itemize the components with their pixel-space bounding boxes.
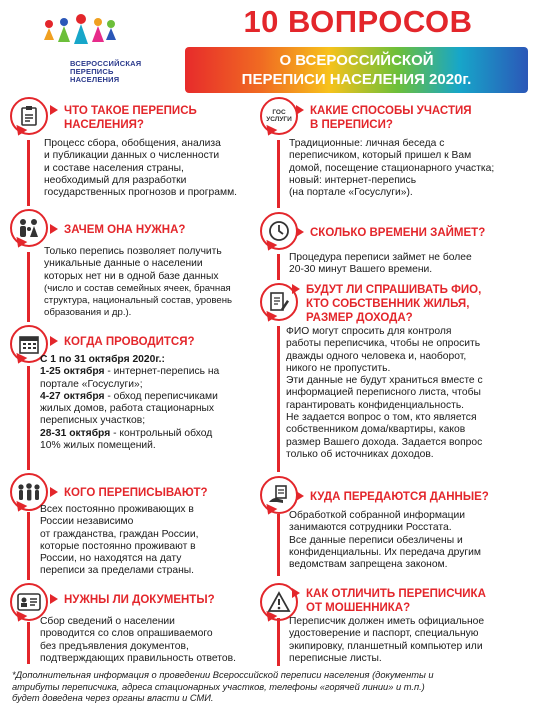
divider-bar xyxy=(277,514,280,576)
answer-when: С 1 по 31 октября 2020г.: 1-25 октября - интернет-перепись на портале «Госуслуги»; 4-27 октября - обход переписчиками жилых домов, работа стационарных переписных участков; 28-31 октября - контрольный обход 10% жилых помещений. xyxy=(40,354,220,452)
answer-where-data: Обработкой собранной информации занимаются сотрудники Росстата. Все данные переписи обезличены и конфиденциальны. Их передача другим ведомствам запрещена законом. xyxy=(289,510,481,571)
logo-line: НАСЕЛЕНИЯ xyxy=(70,75,120,84)
answer-who: Всех постоянно проживающих в России независимо от гражданства, граждан России, которые постоянно проживают в России, но находятся на дату переписи за пределами страны. xyxy=(40,504,199,577)
logo xyxy=(12,10,172,90)
question-ways: КАКИЕ СПОСОБЫ УЧАСТИЯ В ПЕРЕПИСИ? xyxy=(310,105,472,131)
divider-bar xyxy=(27,140,30,206)
page-title: 10 ВОПРОСОВ xyxy=(243,4,473,39)
clock-icon xyxy=(260,212,300,252)
logo-line: ПЕРЕПИСЬ xyxy=(70,67,114,76)
answer-fraud: Переписчик должен иметь официальное удостоверение и паспорт, специальную экипировку, планшетный компьютер или переписные листы. xyxy=(289,616,485,664)
divider-bar xyxy=(277,618,280,666)
clipboard-icon xyxy=(10,97,50,137)
logo-figures-icon xyxy=(34,10,124,58)
divider-bar xyxy=(277,140,280,208)
footnote: *Дополнительная информация о проведении Всероссийской переписи населения (документы и атрибуты переписчика, адреса стационарных участков, телефоны «горячей линии» и т.п.) будет доведена через органы власти и СМИ. xyxy=(12,670,434,703)
logo-line: ВСЕРОССИЙСКАЯ xyxy=(70,59,142,68)
question-what-is-census: ЧТО ТАКОЕ ПЕРЕПИСЬ НАСЕЛЕНИЯ? xyxy=(64,105,197,131)
question-when: КОГДА ПРОВОДИТСЯ? xyxy=(64,336,195,348)
question-who: КОГО ПЕРЕПИСЫВАЮТ? xyxy=(64,487,208,499)
question-where-data: КУДА ПЕРЕДАЮТСЯ ДАННЫЕ? xyxy=(310,491,489,503)
subtitle-line: О ВСЕРОССИЙСКОЙ xyxy=(279,52,434,69)
answer-what-is-census: Процесс сбора, обобщения, анализа и публикации данных о численности и составе населения страны, необходимый для разработки государственных прогнозов и программ. xyxy=(44,138,238,199)
divider-bar xyxy=(277,254,280,280)
family-icon xyxy=(10,209,50,249)
question-why-needed: ЗАЧЕМ ОНА НУЖНА? xyxy=(64,224,186,236)
divider-bar xyxy=(277,326,280,472)
gosuslugi-icon: ГОС УСЛУГИ xyxy=(260,97,300,137)
divider-bar xyxy=(27,512,30,580)
answer-documents: Сбор сведений о населении проводится со слов опрашиваемого без предъявления документов, подтверждающих правильность ответов. xyxy=(40,616,236,664)
question-documents: НУЖНЫ ЛИ ДОКУМЕНТЫ? xyxy=(64,594,215,606)
subtitle-banner xyxy=(185,47,528,93)
answer-why-needed: Только перепись позволяет получить уникальные данные о населении которых нет ни в одной базе данных (число и состав семейных ячеек, брачная структура, национальный состав, уровень образования и др.). xyxy=(44,246,233,319)
question-how-long: СКОЛЬКО ВРЕМЕНИ ЗАЙМЕТ? xyxy=(310,227,486,239)
divider-bar xyxy=(27,622,30,664)
question-fio: БУДУТ ЛИ СПРАШИВАТЬ ФИО, КТО СОБСТВЕННИК ЖИЛЬЯ, РАЗМЕР ДОХОДА? xyxy=(306,284,482,324)
answer-ways: Традиционные: личная беседа с переписчиком, который пришел к Вам домой, посещение стационарного участка; новый: интернет-перепись (на портале «Госуслуги»). xyxy=(289,138,495,199)
logo-text xyxy=(70,60,141,84)
answer-how-long: Процедура переписи займет не более 20-30 минут Вашего времени. xyxy=(289,252,472,276)
divider-bar xyxy=(27,252,30,322)
subtitle-line: ПЕРЕПИСИ НАСЕЛЕНИЯ 2020г. xyxy=(241,71,472,88)
question-fraud: КАК ОТЛИЧИТЬ ПЕРЕПИСЧИКА ОТ МОШЕННИКА? xyxy=(306,588,486,614)
divider-bar xyxy=(27,366,30,470)
answer-fio: ФИО могут спросить для контроля работы переписчика, чтобы не опросить дважды одного человека и, наоборот, никого не пропустить. Эти данные не будут храниться вместе с информацией переписного листа, чтобы гарантировать конфиденциальность. Не задается вопрос о том, кто является собственником дома/квартиры, каков размер Вашего дохода. Задается вопрос только об источниках доходов. xyxy=(286,326,483,460)
